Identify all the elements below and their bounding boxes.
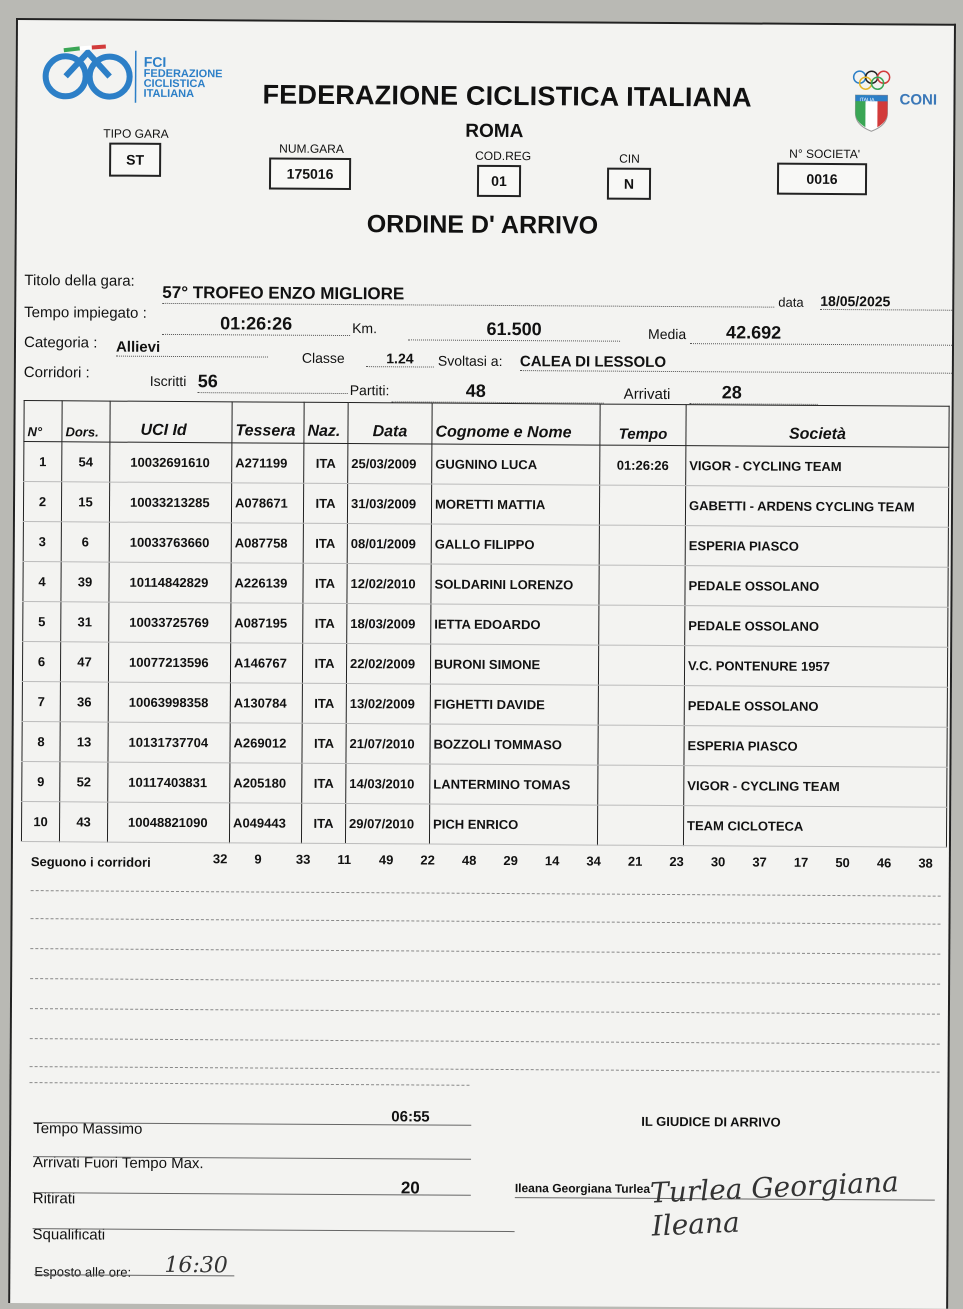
table-row (22, 682, 947, 728)
header-societa: Società (686, 405, 949, 448)
squalificati-label: Squalificati (33, 1226, 106, 1243)
following-rider-number: 48 (462, 853, 477, 868)
cell-dors: 13 (60, 722, 108, 762)
blank-line (30, 918, 940, 925)
cell-data-nascita: 18/03/2009 (347, 604, 431, 645)
fci-logo-sub-3: ITALIANA (144, 89, 223, 99)
following-rider-number: 14 (545, 853, 560, 868)
blank-line (30, 1008, 940, 1015)
cell-data-nascita: 29/07/2010 (345, 804, 429, 845)
cell-uci-id: 10032691610 (110, 442, 232, 483)
societa-label: N° SOCIETA' (789, 147, 860, 161)
result-sheet (8, 18, 956, 1309)
tempo-value: 01:26:26 (162, 313, 350, 336)
cell-pos: 6 (22, 642, 60, 682)
cell-pos: 2 (23, 482, 61, 522)
following-rider-number: 29 (503, 853, 518, 868)
cell-tempo (599, 605, 685, 646)
cell-naz: ITA (302, 683, 346, 723)
cell-nome: BURONI SIMONE (430, 644, 598, 685)
coni-badge-text: ITALIA (859, 97, 874, 103)
table-row (23, 562, 948, 608)
cell-pos: 3 (23, 522, 61, 562)
cell-tessera: A087758 (231, 523, 303, 563)
blank-line (30, 1066, 940, 1073)
header-pos: N° (24, 401, 62, 442)
cell-societa: V.C. PONTENURE 1957 (684, 646, 947, 688)
coni-text: CONI (899, 91, 937, 108)
cell-nome: LANTERMINO TOMAS (430, 764, 598, 805)
esposto-value: 16:30 (164, 1253, 228, 1278)
corridori-label: Corridori : (24, 364, 90, 381)
partiti-value: 48 (392, 380, 604, 403)
num-gara-box: 175016 (269, 158, 351, 191)
cin-label: CIN (619, 152, 640, 166)
following-rider-number: 11 (337, 852, 351, 867)
cell-societa: TEAM CICLOTECA (683, 806, 946, 848)
cell-tessera: A205180 (230, 763, 302, 803)
cell-tessera: A271199 (232, 443, 304, 483)
cell-tessera: A087195 (231, 603, 303, 643)
cell-uci-id: 10033725769 (109, 602, 231, 643)
cell-tempo (599, 565, 685, 606)
cell-tempo (598, 725, 684, 766)
coni-logo (849, 69, 949, 140)
cell-pos: 10 (21, 802, 59, 842)
cell-pos: 5 (23, 602, 61, 642)
table-header-row (24, 401, 949, 448)
cell-data-nascita: 14/03/2010 (346, 764, 430, 805)
tipo-gara-label: TIPO GARA (103, 127, 168, 141)
following-rider-number: 21 (628, 854, 643, 869)
ritirati-value: 20 (401, 1178, 420, 1198)
arrivati-value: 28 (690, 382, 818, 405)
cod-reg-box: 01 (477, 165, 521, 197)
cell-dors: 39 (61, 562, 109, 602)
judge-signature: Turlea Georgiana Ileana (649, 1163, 948, 1243)
media-value: 42.692 (690, 322, 952, 346)
iscritti-value: 56 (198, 371, 348, 394)
cell-societa: ESPERIA PIASCO (685, 526, 948, 568)
cell-tessera: A269012 (230, 723, 302, 763)
cell-data-nascita: 21/07/2010 (346, 724, 430, 765)
cell-tempo (598, 645, 684, 686)
media-label: Media (648, 326, 686, 342)
cell-naz: ITA (302, 763, 346, 803)
following-rider-number: 17 (794, 855, 809, 870)
cell-tempo (599, 525, 685, 566)
cell-societa: PEDALE OSSOLANO (684, 686, 947, 728)
cell-tempo: 01:26:26 (600, 445, 686, 486)
following-rider-number: 37 (752, 855, 767, 870)
titolo-label: Titolo della gara: (24, 272, 134, 290)
fuori-tempo-label: Arrivati Fuori Tempo Max. (33, 1154, 204, 1172)
tempo-massimo-label: Tempo Massimo (33, 1120, 142, 1138)
following-rider-number: 46 (877, 855, 892, 870)
blank-line (30, 948, 940, 955)
seguono-label: Seguono i corridori (31, 854, 151, 870)
cell-societa: PEDALE OSSOLANO (685, 606, 948, 648)
categoria-label: Categoria : (24, 334, 97, 351)
cell-naz: ITA (303, 523, 347, 563)
cell-pos: 4 (23, 562, 61, 602)
cell-tempo (597, 805, 683, 846)
cell-uci-id: 10033763660 (109, 522, 231, 563)
cell-naz: ITA (303, 483, 347, 523)
cell-tessera: A146767 (230, 643, 302, 683)
cell-data-nascita: 22/02/2009 (346, 644, 430, 685)
cell-dors: 54 (62, 442, 110, 482)
cell-nome: BOZZOLI TOMMASO (430, 724, 598, 765)
table-row (23, 602, 948, 648)
following-rider-number: 32 (213, 851, 228, 866)
following-rider-number: 22 (420, 852, 435, 867)
cell-nome: GALLO FILIPPO (431, 524, 599, 565)
cell-societa: VIGOR - CYCLING TEAM (686, 446, 949, 488)
partiti-label: Partiti: (350, 382, 390, 398)
cell-naz: ITA (303, 563, 347, 603)
cell-uci-id: 10048821090 (107, 802, 229, 843)
fci-logo-icon (35, 42, 145, 105)
data-value: 18/05/2025 (820, 293, 952, 311)
cell-uci-id: 10114842829 (109, 562, 231, 603)
cell-tempo (598, 685, 684, 726)
cell-tessera: A049443 (229, 803, 301, 843)
cell-dors: 15 (61, 482, 109, 522)
city-title: ROMA (465, 121, 523, 143)
following-rider-number: 49 (379, 852, 394, 867)
header-dors: Dors. (62, 401, 110, 442)
blank-line (30, 1038, 940, 1045)
cell-tessera: A130784 (230, 683, 302, 723)
following-rider-number: 23 (669, 854, 684, 869)
table-row (23, 482, 948, 528)
header-tessera: Tessera (232, 402, 304, 443)
cell-naz: ITA (302, 723, 346, 763)
classe-value: 1.24 (366, 350, 434, 367)
svoltasi-label: Svoltasi a: (438, 353, 503, 369)
arrivati-label: Arrivati (624, 386, 671, 403)
cell-naz: ITA (302, 643, 346, 683)
data-label: data (778, 295, 803, 310)
cell-nome: FIGHETTI DAVIDE (430, 684, 598, 725)
cell-tempo (599, 485, 685, 526)
cell-uci-id: 10063998358 (108, 682, 230, 723)
cell-uci-id: 10033213285 (109, 482, 231, 523)
cell-pos: 9 (22, 762, 60, 802)
cell-nome: SOLDARINI LORENZO (431, 564, 599, 605)
cell-nome: IETTA EDOARDO (431, 604, 599, 645)
table-row (21, 802, 946, 848)
cell-pos: 7 (22, 682, 60, 722)
federation-title: FEDERAZIONE CICLISTICA ITALIANA (262, 80, 751, 114)
esposto-label: Esposto alle ore: (34, 1264, 131, 1280)
cell-tempo (598, 765, 684, 806)
following-rider-number: 33 (296, 852, 311, 867)
header-uci-id: UCI Id (110, 401, 232, 443)
giudice-name: Ileana Georgiana Turlea (515, 1181, 650, 1196)
header-naz: Naz. (304, 402, 348, 443)
table-row (22, 642, 947, 688)
header-nome: Cognome e Nome (432, 403, 600, 445)
blank-line (31, 890, 941, 897)
blank-line (29, 1082, 469, 1086)
cell-dors: 52 (60, 762, 108, 802)
cell-societa: ESPERIA PIASCO (684, 726, 947, 768)
cod-reg-label: COD.REG (475, 149, 531, 163)
fci-logo (35, 42, 235, 113)
fci-logo-sub-1: FEDERAZIONE (144, 69, 223, 79)
cell-uci-id: 10077213596 (108, 642, 230, 683)
cell-naz: ITA (301, 803, 345, 843)
cell-societa: VIGOR - CYCLING TEAM (684, 766, 947, 808)
table-row (22, 722, 947, 768)
cell-nome: GUGNINO LUCA (432, 444, 600, 485)
societa-box: 0016 (777, 163, 867, 196)
cell-data-nascita: 12/02/2010 (347, 564, 431, 605)
cell-nome: PICH ENRICO (429, 804, 597, 845)
ritirati-label: Ritirati (33, 1190, 76, 1207)
cell-naz: ITA (304, 443, 348, 483)
tempo-massimo-value: 06:55 (391, 1108, 429, 1125)
cell-uci-id: 10117403831 (108, 762, 230, 803)
cell-data-nascita: 31/03/2009 (347, 484, 431, 525)
header-tempo: Tempo (600, 404, 686, 446)
cell-dors: 6 (61, 522, 109, 562)
cell-uci-id: 10131737704 (108, 722, 230, 763)
table-row (24, 442, 949, 488)
cell-societa: GABETTI - ARDENS CYCLING TEAM (685, 486, 948, 528)
svoltasi-value: CALEA DI LESSOLO (520, 353, 952, 374)
following-rider-number: 30 (711, 854, 726, 869)
cell-pos: 1 (24, 442, 62, 482)
num-gara-label: NUM.GARA (279, 142, 344, 156)
cell-data-nascita: 25/03/2009 (348, 444, 432, 485)
cell-tessera: A226139 (231, 563, 303, 603)
cell-data-nascita: 13/02/2009 (346, 684, 430, 725)
km-label: Km. (352, 320, 377, 336)
document-title: ORDINE D' ARRIVO (367, 210, 599, 240)
cell-societa: PEDALE OSSOLANO (685, 566, 948, 608)
cell-naz: ITA (303, 603, 347, 643)
cell-data-nascita: 08/01/2009 (347, 524, 431, 565)
following-rider-number: 34 (586, 854, 601, 869)
fci-logo-sub-2: CICLISTICA (144, 79, 223, 89)
blank-line (30, 978, 940, 985)
table-row (22, 762, 947, 808)
giudice-label: IL GIUDICE DI ARRIVO (641, 1114, 780, 1130)
results-table (21, 400, 950, 848)
cell-dors: 43 (59, 802, 107, 842)
cell-pos: 8 (22, 722, 60, 762)
following-rider-number: 50 (835, 855, 850, 870)
cell-dors: 31 (61, 602, 109, 642)
classe-label: Classe (302, 350, 345, 366)
cell-nome: MORETTI MATTIA (431, 484, 599, 525)
cin-box: N (607, 168, 651, 200)
tipo-gara-box: ST (109, 143, 161, 177)
cell-dors: 47 (60, 642, 108, 682)
header-data: Data (348, 403, 432, 445)
km-value: 61.500 (408, 318, 620, 341)
iscritti-label: Iscritti (150, 373, 187, 389)
cell-tessera: A078671 (231, 483, 303, 523)
titolo-value: 57° TROFEO ENZO MIGLIORE (162, 283, 774, 308)
cell-dors: 36 (60, 682, 108, 722)
fci-logo-text: FCI (144, 55, 223, 69)
categoria-value: Allievi (116, 339, 268, 358)
table-row (23, 522, 948, 568)
tempo-label: Tempo impiegato : (24, 304, 147, 322)
following-rider-number: 9 (254, 851, 261, 866)
following-rider-number: 38 (918, 856, 933, 871)
